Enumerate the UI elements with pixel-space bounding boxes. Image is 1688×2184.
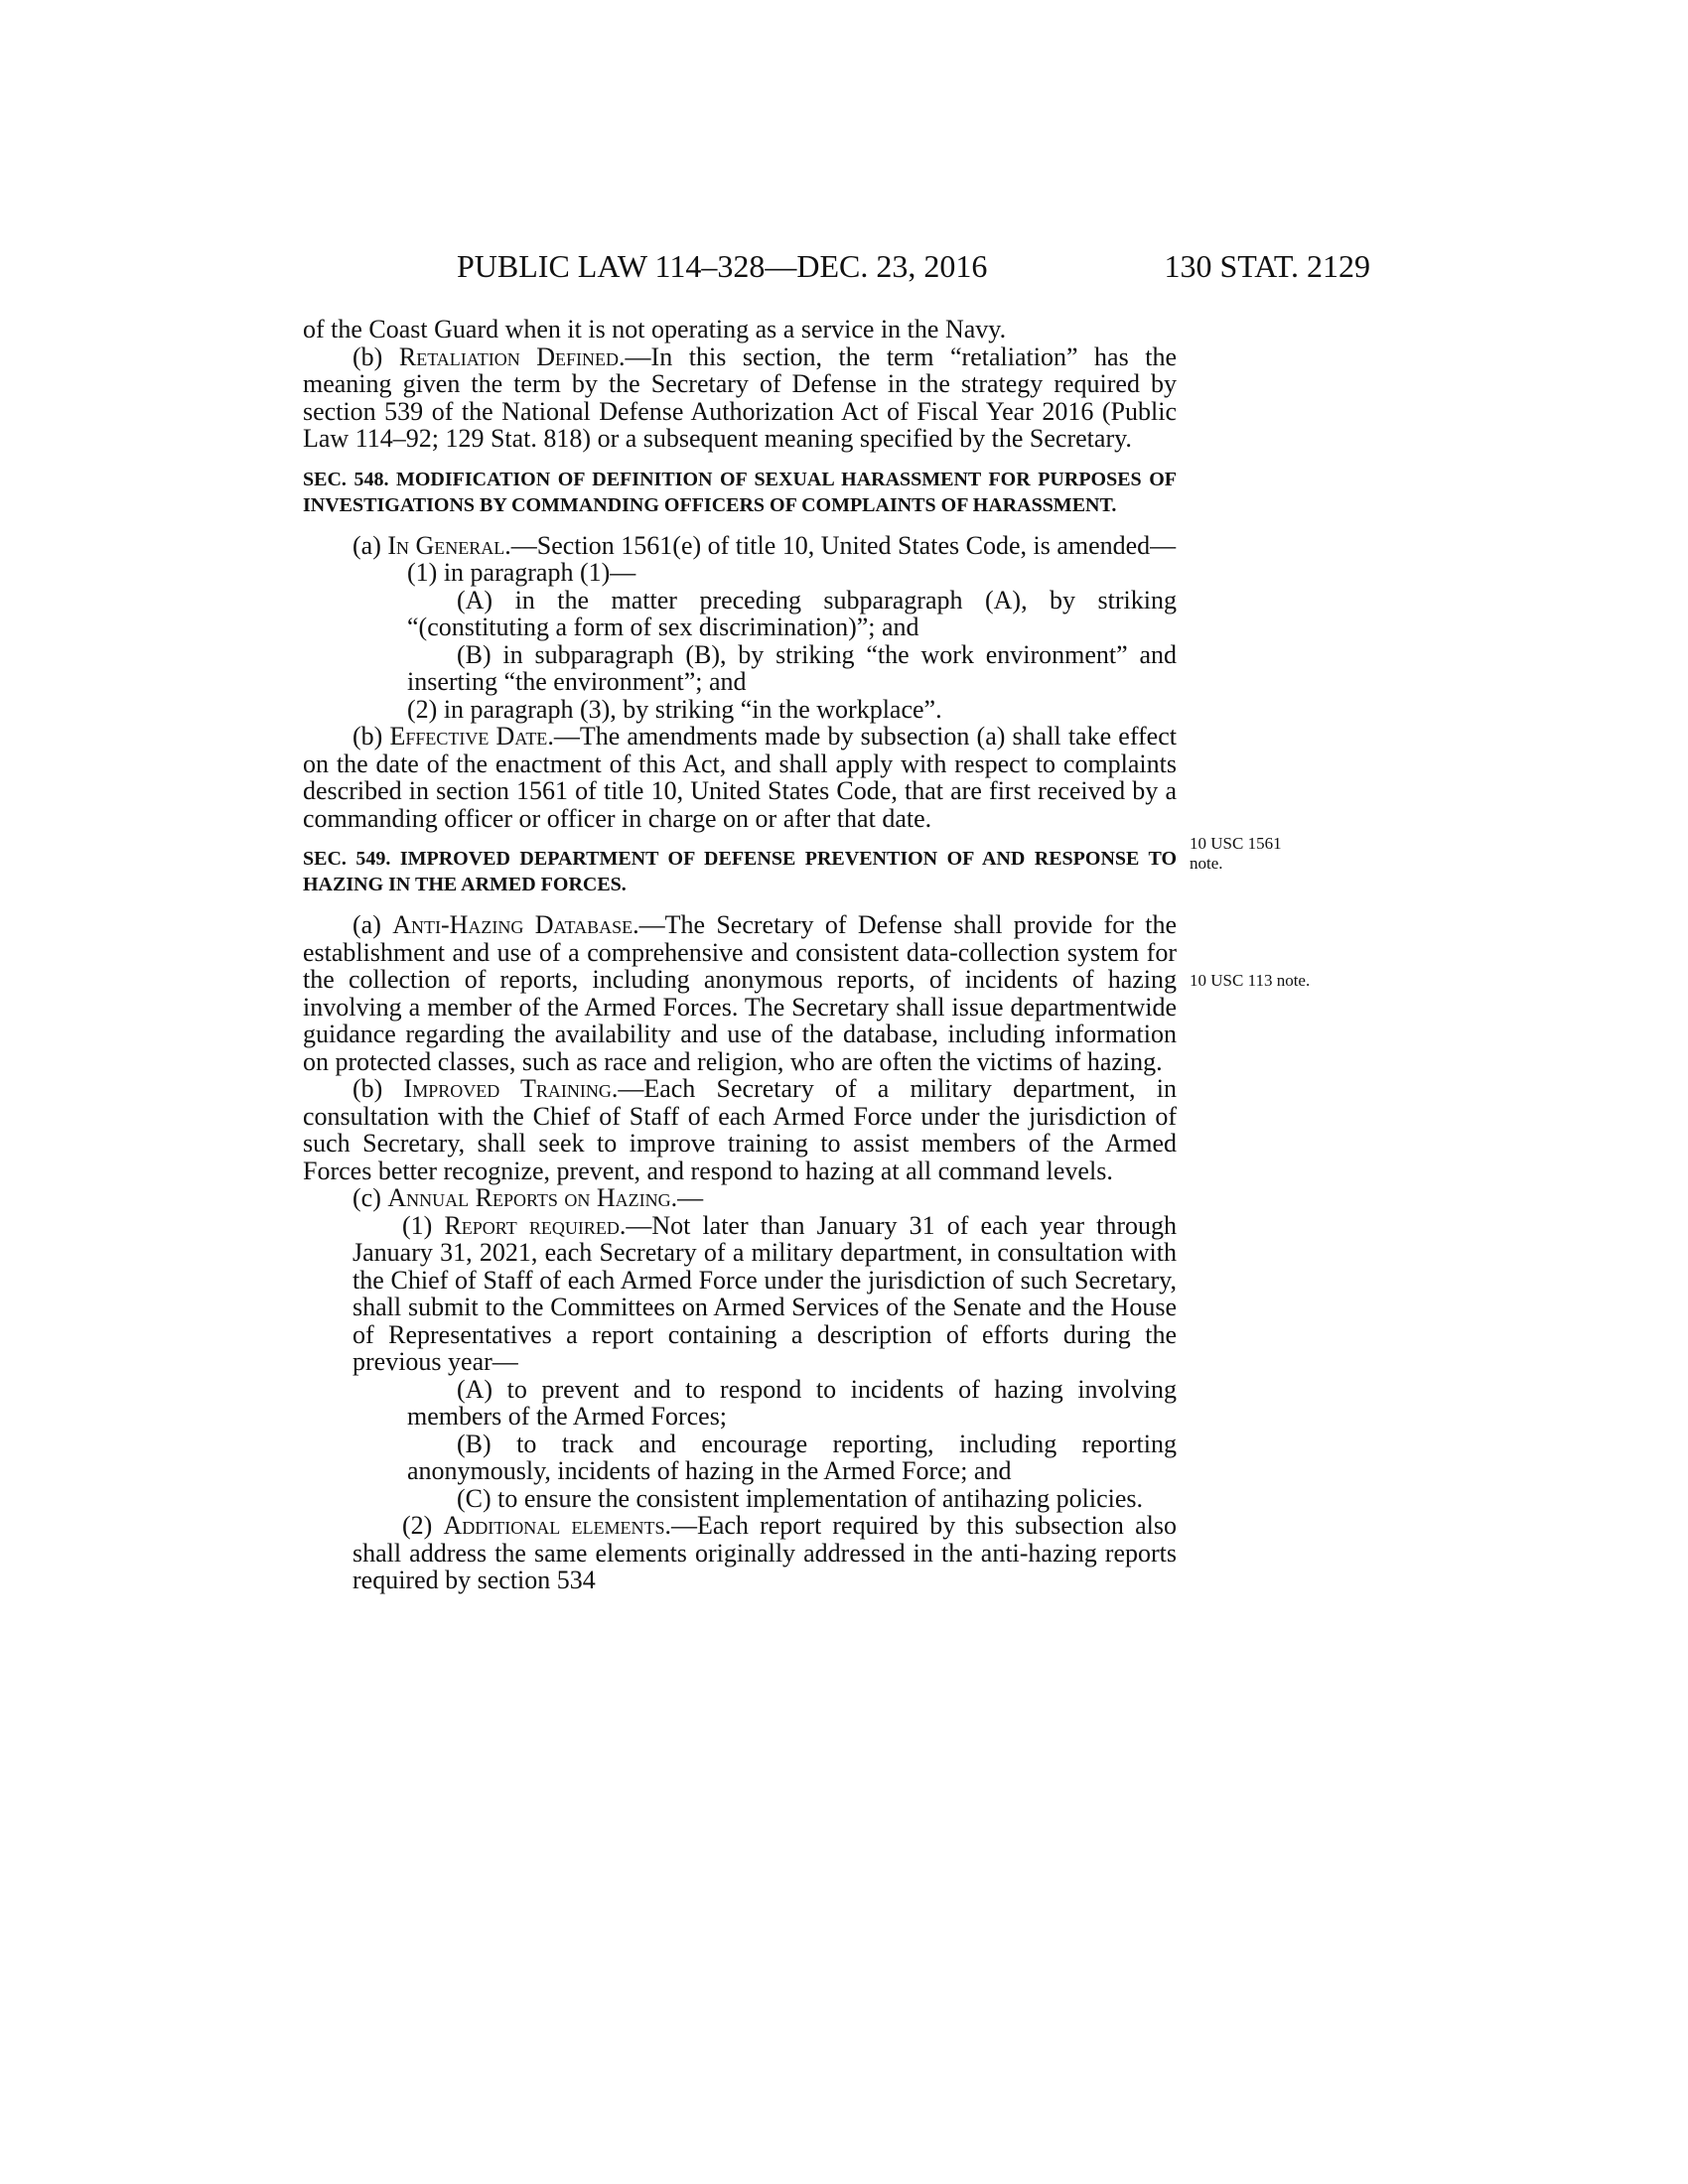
margin-note-10-usc-113: 10 USC 113 note. <box>1190 971 1311 990</box>
s549-subsection-b: (b) Improved Training.—Each Secretary of a military department, in consultation with the Chief of Staff of each Armed Force under the jurisdiction of such Secretary, shall seek to improve training to assist members of the Armed Forces better recognize, prevent, and respond to hazing at all command levels. <box>303 1074 1177 1185</box>
s548-paragraph-1: (1) in paragraph (1)— <box>407 558 636 587</box>
s548-subparagraph-A: (A) in the matter preceding subparagraph (A), by striking “(constituting a form of sex discrimination)”; and <box>407 585 1177 641</box>
paragraph-heading: Additional elements <box>443 1511 665 1540</box>
s548-paragraph-2: (2) in paragraph (3), by striking “in the workplace”. <box>407 694 942 724</box>
subsection-heading: In General <box>387 530 505 560</box>
subsection-heading: Anti-Hazing Database <box>392 910 633 939</box>
s548-subsection-a: (a) In General.—Section 1561(e) of title 10, United States Code, is amended— <box>352 530 1177 560</box>
section-549-heading: SEC. 549. IMPROVED DEPARTMENT OF DEFENSE PREVENTION OF AND RESPONSE TO HAZING IN THE ARMED FORCES. <box>303 848 1177 895</box>
subsection-b-retaliation: (b) Retaliation Defined.—In this section, the term “retaliation” has the meaning given the term by the Secretary of Defense in the strategy required by section 539 of the National Defense Authorization Act of Fiscal Year 2016 (Public Law 114–92; 129 Stat. 818) or a subsequent meaning specified by the Secretary. <box>303 341 1177 453</box>
s548-subsection-b: (b) Effective Date.—The amendments made by subsection (a) shall take effect on the date of the enactment of this Act, and shall apply with respect to complaints described in section 1561 of title 10, United States Code, that are first received by a commanding officer or officer in charge on or after that date. <box>303 722 1177 833</box>
subsection-heading: Effective Date <box>389 722 548 751</box>
document-body <box>303 316 1177 1594</box>
subsection-heading: Annual Reports on Hazing <box>387 1183 671 1212</box>
subsection-heading: Improved Training <box>403 1074 612 1103</box>
s549-c-paragraph-1: (1) Report required.—Not later than January 31 of each year through January 31, 2021, each Secretary of a military department, in consultation with the Chief of Staff of each Armed Force under the jurisdiction of such Secretary, shall submit to the Committees on Armed Services of the Senate and the House of Representatives a report containing a description of efforts during the previous year— <box>352 1210 1177 1376</box>
running-head-title: PUBLIC LAW 114–328—DEC. 23, 2016 <box>457 248 988 284</box>
s549-c-subparagraph-C: (C) to ensure the consistent implementation of antihazing policies. <box>457 1483 1143 1513</box>
statute-page-number: 130 STAT. 2129 <box>1164 248 1370 284</box>
page-header <box>457 248 1370 288</box>
continued-paragraph: of the Coast Guard when it is not operating as a service in the Navy. <box>303 315 1007 343</box>
margin-note-10-usc-1561: 10 USC 1561 note. <box>1190 834 1282 873</box>
subsection-heading: Retaliation Defined <box>398 341 620 371</box>
section-548-heading: SEC. 548. MODIFICATION OF DEFINITION OF SEXUAL HARASSMENT FOR PURPOSES OF INVESTIGATIONS BY COMMANDING OFFICERS OF COMPLAINTS OF HARASSMENT. <box>303 468 1177 516</box>
s549-c-paragraph-2: (2) Additional elements.—Each report required by this subsection also shall address the same elements originally addressed in the anti-hazing reports required by section 534 <box>352 1511 1177 1594</box>
paragraph-heading: Report required <box>444 1210 620 1240</box>
s549-c-subparagraph-B: (B) to track and encourage reporting, including reporting anonymously, incidents of hazing in the Armed Force; and <box>407 1429 1177 1485</box>
s549-c-subparagraph-A: (A) to prevent and to respond to incidents of hazing involving members of the Armed Forces; <box>407 1374 1177 1431</box>
s549-subsection-c: (c) Annual Reports on Hazing.— <box>352 1183 704 1212</box>
s549-subsection-a: (a) Anti-Hazing Database.—The Secretary of Defense shall provide for the establishment and use of a comprehensive and consistent data-collection system for the collection of reports, including anonymous reports, of incidents of hazing involving a member of the Armed Forces. The Secretary shall issue departmentwide guidance regarding the availability and use of the database, including information on protected classes, such as race and religion, who are often the victims of hazing. <box>303 910 1177 1076</box>
s548-subparagraph-B: (B) in subparagraph (B), by striking “the work environment” and inserting “the environment”; and <box>407 639 1177 696</box>
